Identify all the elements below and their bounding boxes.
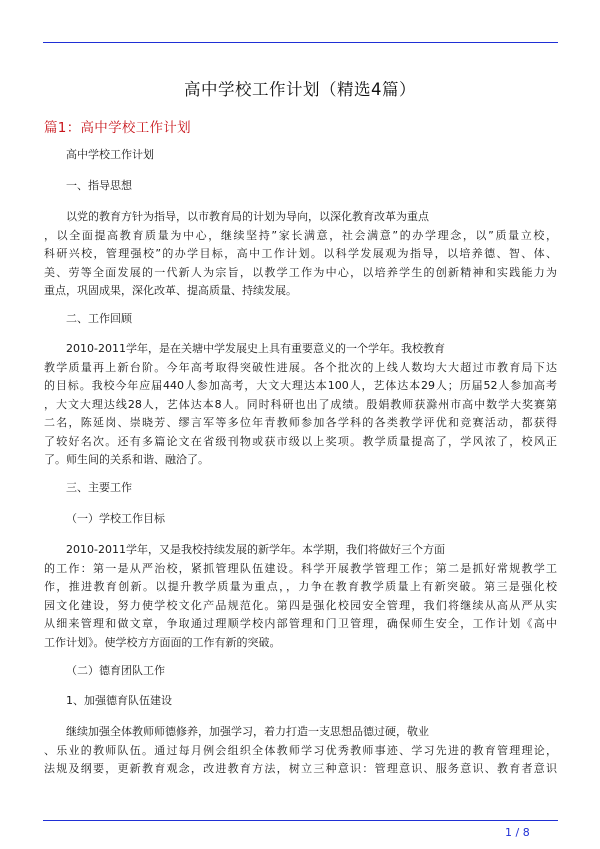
text-line: ，以全面提高教育质量为中心，继续坚持”家长满意，社会满意”的办学理念，以”质量立校， xyxy=(44,228,557,242)
paragraph-school-goals xyxy=(44,541,557,652)
text-line: 重点，巩固成果，深化改革、提高质量、持续发展。 xyxy=(44,284,297,297)
text-line: 园文化建设，努力使学校文化产品规范化。第四是强化校园安全管理，我们将继续从高从严从实 xyxy=(44,598,557,612)
text-line: 高中学校工作计划 xyxy=(66,148,154,161)
text-line: 教学质量再上新台阶。今年高考取得突破性进展。各个批次的上线人数均大大超过市教育局下达 xyxy=(44,360,557,374)
text-line: 二、工作回顾 xyxy=(66,312,132,325)
text-line: 了。师生间的关系和谐、融洽了。 xyxy=(44,453,209,466)
text-line: 科研兴校，管理强校”的办学目标，高中工作计划。以科学发展观为指导，以培养德、智、体、 xyxy=(44,247,557,260)
text-line: 法规及纲要，更新教育观念，改进教育方法，树立三种意识：管理意识、服务意识、教育者意识 xyxy=(44,762,557,775)
text-line: （一）学校工作目标 xyxy=(66,512,165,525)
paragraph-work-review xyxy=(44,340,557,470)
heading-school-goals xyxy=(44,510,557,529)
section-heading: 篇1：高中学校工作计划 xyxy=(44,120,191,136)
footer-rule xyxy=(43,820,558,821)
page-number: 1 / 8 xyxy=(505,826,530,839)
text-line: 2010-2011学年，又是我校持续发展的新学年。本学期，我们将做好三个方面 xyxy=(66,543,445,556)
text-line: 的目标。我校今年应届440人参加高考，大文大理达本100人，艺体达本29人；历届52人参加高考 xyxy=(44,379,557,392)
text-line: 、乐业的教师队伍。通过每月例会组织全体教师学习优秀教师事迹、学习先进的教育管理理论， xyxy=(44,743,557,757)
heading-work-review xyxy=(44,310,557,329)
paragraph-subtitle xyxy=(44,146,557,165)
header-rule xyxy=(43,42,558,43)
text-line: 2010-2011学年，是在关塘中学发展史上具有重要意义的一个学年。我校教育 xyxy=(66,342,445,355)
heading-main-work xyxy=(44,479,557,498)
heading-guiding-ideology xyxy=(44,177,557,196)
text-line: 了较好名次。还有多篇论文在省级刊物或获市级以上奖项。教学质量提高了，学风浓了，校风正 xyxy=(44,434,557,448)
heading-moral-team-building xyxy=(44,692,557,711)
text-line: （二）德育团队工作 xyxy=(66,664,165,677)
text-line: 二名，陈延岗、崇晓芳、缪言军等多位年青教师参加各学科的各类教学评优和竞赛活动，都获得 xyxy=(44,416,557,429)
text-line: 一、指导思想 xyxy=(66,179,132,192)
text-line: 从细来管理和做文章，争取通过理顺学校内部管理和门卫管理，确保师生安全，工作计划《高中 xyxy=(44,617,557,630)
document-title: 高中学校工作计划（精选4篇） xyxy=(184,80,416,99)
text-line: 继续加强全体教师师德修养，加强学习，着力打造一支思想品德过硬，敬业 xyxy=(66,725,429,738)
text-line: 1、加强德育队伍建设 xyxy=(66,694,172,707)
text-line: 的工作：第一是从严治校，紧抓管理队伍建设。科学开展教学管理工作；第二是抓好常规教学工 xyxy=(44,561,557,575)
text-line: 作，推进教育创新。以提升教学质量为重点，，力争在教育教学质量上有新突破。第三是强化校 xyxy=(44,580,557,593)
text-line: 三、主要工作 xyxy=(66,481,132,494)
paragraph-moral-team-building xyxy=(44,723,557,779)
paragraph-guiding-ideology xyxy=(44,208,557,301)
text-line: 工作计划》。使学校方方面面的工作有新的突破。 xyxy=(44,635,281,649)
heading-moral-team xyxy=(44,662,557,681)
text-line: 美、劳等全面发展的一代新人为宗旨，以教学工作为中心，以培养学生的创新精神和实践能力为 xyxy=(44,265,557,279)
text-line: ，大文大理达线28人，艺体达本8人。同时科研也出了成绩。殷娟教师获滁州市高中数学大奖赛第 xyxy=(44,397,557,411)
text-line: 以党的教育方针为指导，以市教育局的计划为导向，以深化教育改革为重点 xyxy=(66,210,429,223)
